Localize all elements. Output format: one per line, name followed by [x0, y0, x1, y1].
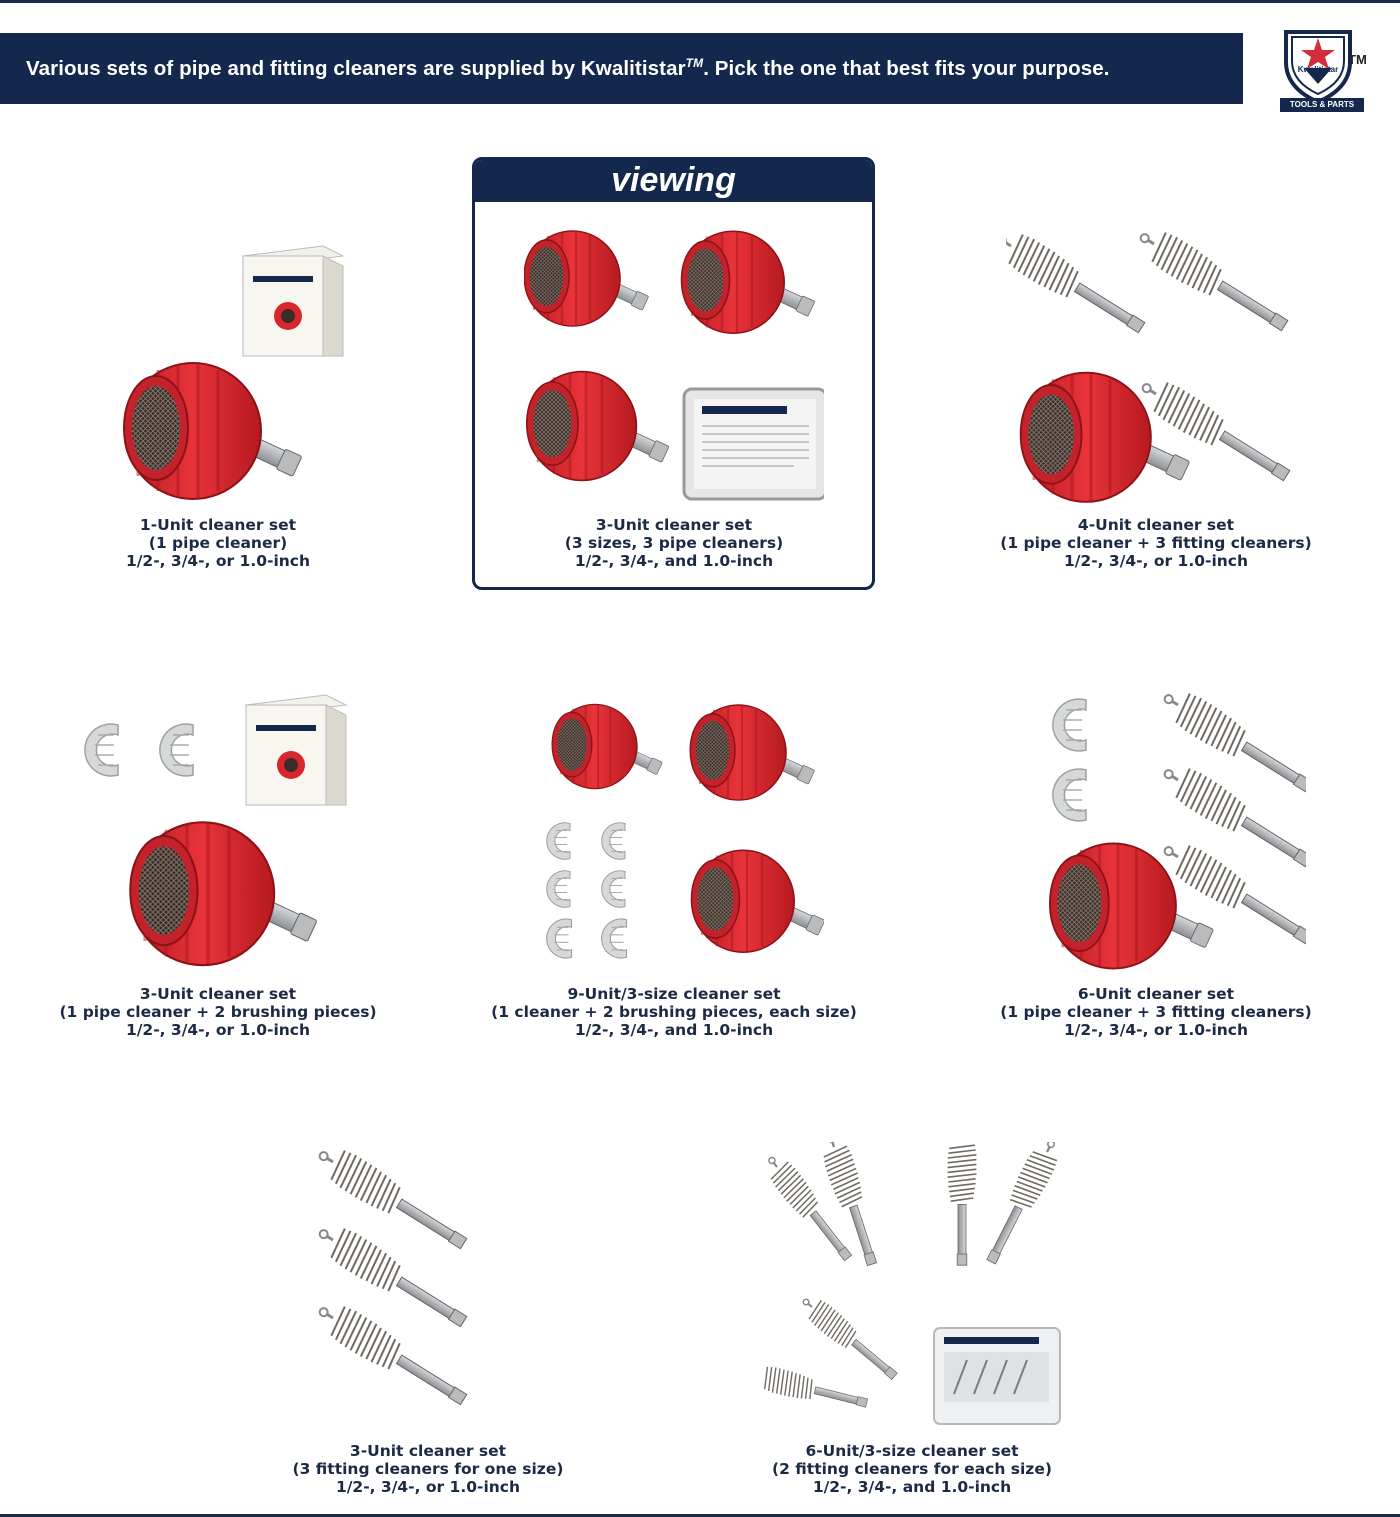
product-image-3 — [1006, 216, 1306, 516]
product-image-1 — [68, 216, 368, 516]
logo-brand-text: Kwalitistar — [1297, 65, 1339, 74]
product-title: 3-Unit cleaner set — [139, 985, 297, 1003]
header-banner — [0, 33, 1243, 104]
product-caption-4 — [28, 985, 408, 1039]
brand-logo[interactable] — [1278, 24, 1368, 114]
product-sizes: 1/2-, 3/4-, or 1.0-inch — [1063, 1021, 1249, 1039]
shield-star-icon — [1278, 24, 1358, 104]
product-caption-8 — [722, 1442, 1102, 1496]
product-sizes: 1/2-, 3/4-, or 1.0-inch — [335, 1478, 521, 1496]
product-contents: (1 pipe cleaner + 3 fitting cleaners) — [1000, 1003, 1312, 1021]
product-card-4[interactable] — [59, 685, 377, 1045]
product-contents: (3 sizes, 3 pipe cleaners) — [564, 534, 784, 552]
product-title: 6-Unit cleaner set — [1077, 985, 1235, 1003]
product-card-3[interactable] — [1000, 216, 1312, 576]
banner-text-tail: . Pick the one that best fits your purpose. — [703, 56, 1110, 80]
product-sizes: 1/2-, 3/4-, and 1.0-inch — [812, 1478, 1012, 1496]
product-contents: (1 pipe cleaner + 3 fitting cleaners) — [1000, 534, 1312, 552]
product-caption-3 — [966, 516, 1346, 570]
product-image-7 — [278, 1142, 578, 1442]
product-contents: (3 fitting cleaners for one size) — [292, 1460, 564, 1478]
product-caption-6 — [966, 985, 1346, 1039]
product-contents: (1 pipe cleaner + 2 brushing pieces) — [59, 1003, 377, 1021]
product-card-8[interactable] — [762, 1142, 1062, 1502]
product-contents: (1 cleaner + 2 brushing pieces, each size) — [491, 1003, 857, 1021]
logo-tagline: TOOLS & PARTS — [1280, 98, 1364, 112]
product-image-8 — [762, 1142, 1062, 1442]
product-title: 3-Unit cleaner set — [349, 1442, 507, 1460]
product-caption-5 — [484, 985, 864, 1039]
product-caption-1 — [28, 516, 408, 570]
product-sizes: 1/2-, 3/4-, and 1.0-inch — [574, 1021, 774, 1039]
banner-text — [26, 56, 1110, 81]
product-title: 1-Unit cleaner set — [139, 516, 297, 534]
product-sizes: 1/2-, 3/4-, or 1.0-inch — [125, 1021, 311, 1039]
product-sizes: 1/2-, 3/4-, or 1.0-inch — [1063, 552, 1249, 570]
product-card-6[interactable] — [1000, 685, 1312, 1045]
product-title: 9-Unit/3-size cleaner set — [567, 985, 781, 1003]
product-card-1[interactable] — [68, 216, 368, 576]
product-title: 4-Unit cleaner set — [1077, 516, 1235, 534]
product-card-7[interactable] — [278, 1142, 578, 1502]
top-rule — [0, 0, 1400, 3]
product-card-2[interactable] — [524, 216, 824, 576]
product-image-2 — [524, 216, 824, 516]
product-image-5 — [524, 685, 824, 985]
banner-text-main: Various sets of pipe and fitting cleaners are supplied by Kwalitistar — [26, 56, 686, 80]
logo-tm: TM — [1348, 52, 1367, 67]
product-sizes: 1/2-, 3/4-, and 1.0-inch — [574, 552, 774, 570]
product-title: 6-Unit/3-size cleaner set — [805, 1442, 1019, 1460]
product-title: 3-Unit cleaner set — [595, 516, 753, 534]
product-image-6 — [1006, 685, 1306, 985]
product-contents: (2 fitting cleaners for each size) — [772, 1460, 1052, 1478]
product-sizes: 1/2-, 3/4-, or 1.0-inch — [125, 552, 311, 570]
product-caption-2 — [484, 516, 864, 570]
viewing-tab: viewing — [475, 160, 872, 202]
product-contents: (1 pipe cleaner) — [148, 534, 288, 552]
product-card-5[interactable] — [491, 685, 857, 1045]
product-image-4 — [68, 685, 368, 985]
banner-trademark: TM — [685, 56, 704, 71]
product-caption-7 — [238, 1442, 618, 1496]
